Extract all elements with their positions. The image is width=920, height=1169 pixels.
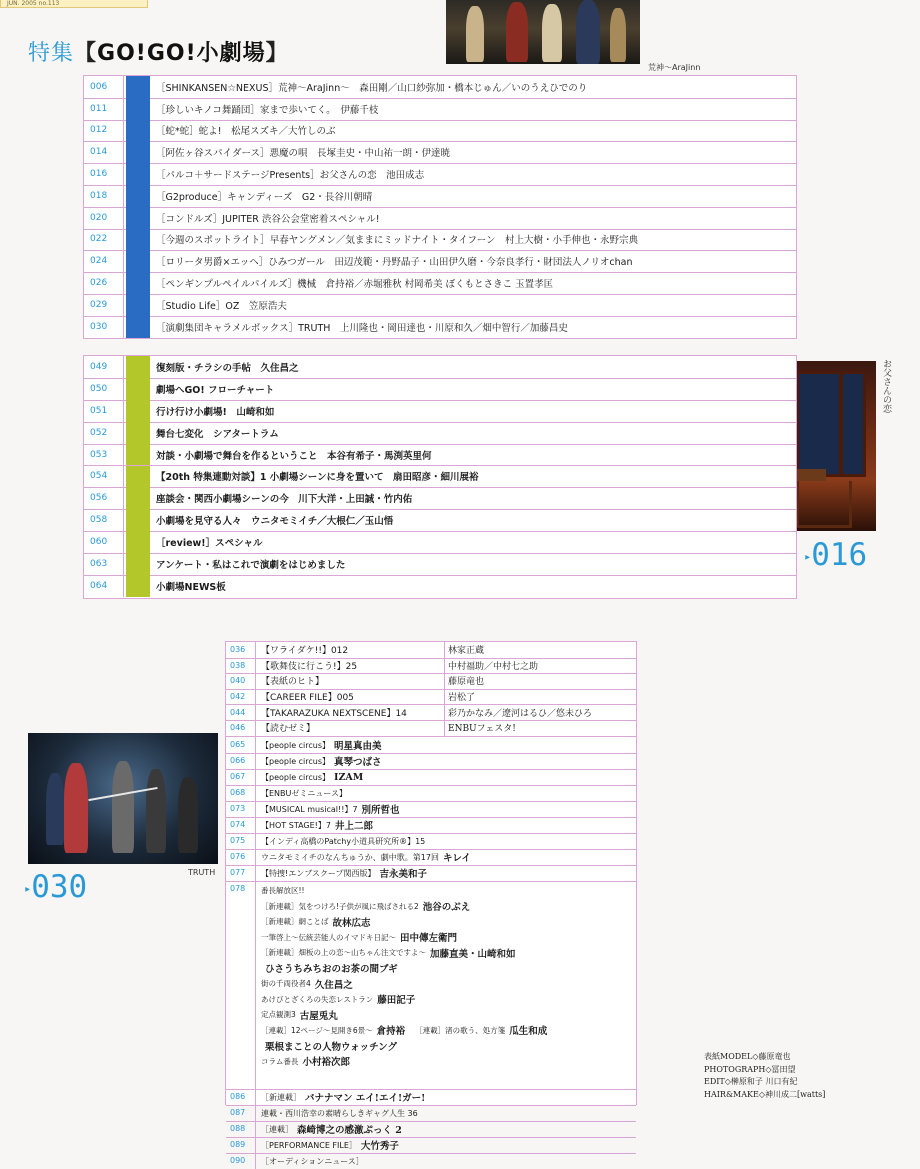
toc-person-name: 井上二郎 xyxy=(334,821,373,832)
toc-sub-item[interactable] xyxy=(261,976,632,992)
toc-series-label: ［新連載］畑板の上の恋〜山ちゃん注文ですよ〜 xyxy=(261,948,426,958)
toc-series-label: 【TAKARAZUKA NEXTSCENE】14 xyxy=(261,708,407,719)
toc-row[interactable] xyxy=(226,849,636,866)
toc-series-label: ［オーディションニュース］ xyxy=(261,1156,364,1166)
toc-sub-item[interactable] xyxy=(261,914,632,930)
toc-person-name: 久住昌之 xyxy=(314,979,353,991)
toc-person-name: 池谷のぶえ xyxy=(422,902,471,914)
toc-sub-item[interactable] xyxy=(261,1023,632,1039)
page-number: 014 xyxy=(84,141,124,163)
page-number: 086 xyxy=(226,1089,256,1105)
page-number: 050 xyxy=(84,378,124,400)
toc-row[interactable] xyxy=(84,487,796,510)
credit-line: PHOTOGRAPH◇冨田望 xyxy=(704,1064,796,1074)
toc-regulars xyxy=(225,736,637,1166)
page-number: 056 xyxy=(84,487,124,509)
toc-person-name: 古屋兎丸 xyxy=(299,1010,338,1022)
page-number: 006 xyxy=(84,76,124,98)
toc-series-label: 【歌舞伎に行こう!】25 xyxy=(261,661,358,672)
page-number: 073 xyxy=(226,801,256,817)
toc-series-label: 【people circus】 xyxy=(261,772,331,782)
toc-series-label: ［新連載］ xyxy=(261,1092,301,1102)
toc-row[interactable] xyxy=(226,817,636,834)
toc-entry-text xyxy=(261,737,632,753)
bracket-open: 【 xyxy=(74,41,98,66)
color-bar xyxy=(126,466,150,488)
toc-entry-text: 小劇場を見守る人々 ウニタモミイチ／大根仁／玉山悟 xyxy=(156,516,394,528)
page-number: 067 xyxy=(226,769,256,785)
page-number: 052 xyxy=(84,422,124,444)
page-ref-016 xyxy=(804,537,867,573)
toc-row[interactable] xyxy=(84,356,796,379)
toc-series-label: 【HOT STAGE!】7 xyxy=(261,820,331,830)
toc-row[interactable] xyxy=(226,801,636,818)
toc-person-name: 田中傳左衛門 xyxy=(400,933,458,945)
toc-row[interactable] xyxy=(84,294,796,317)
toc-person-name: 別所哲也 xyxy=(361,805,400,816)
toc-row[interactable] xyxy=(84,163,796,186)
toc-feature-articles xyxy=(83,355,797,599)
toc-entry-text xyxy=(261,801,632,817)
color-bar xyxy=(126,98,150,120)
color-bar xyxy=(126,531,150,553)
toc-entry-text xyxy=(261,769,632,785)
toc-row[interactable] xyxy=(84,444,796,467)
color-bar xyxy=(126,272,150,294)
page-number: 051 xyxy=(84,400,124,422)
toc-series-label: 一筆啓上〜伝統芸能人のイマドキ日記〜 xyxy=(261,932,396,942)
toc-series-label: 定点観測3 xyxy=(261,1010,296,1020)
caption-arajinn: 荒神〜AraJinn xyxy=(648,63,701,72)
toc-row[interactable] xyxy=(84,316,796,338)
toc-entry-text xyxy=(261,1089,632,1105)
toc-person-name: ひさうちみちおのお茶の間ブギ xyxy=(265,964,398,976)
page-number: 054 xyxy=(84,466,124,488)
toc-regulars-top xyxy=(225,641,637,737)
toc-row[interactable] xyxy=(84,509,796,532)
toc-row[interactable] xyxy=(84,185,796,208)
toc-sub-item[interactable] xyxy=(261,945,632,961)
color-bar xyxy=(126,294,150,316)
toc-series-label: ［連載］12ページ〜見開き6景〜 xyxy=(261,1025,373,1035)
feature-title-main: GO!GO!小劇場 xyxy=(97,41,266,66)
toc-person-name: 故林広志 xyxy=(332,917,371,929)
credit-line: 表紙MODEL◇藤原竜也 xyxy=(704,1052,791,1061)
page-number: 088 xyxy=(226,1121,256,1137)
toc-entry-text xyxy=(261,1153,632,1169)
toc-row[interactable] xyxy=(226,642,636,659)
toc-row[interactable] xyxy=(84,575,796,597)
page-number: 040 xyxy=(226,673,256,689)
toc-person-name: 中村福助／中村七之助 xyxy=(448,661,539,672)
feature-title xyxy=(28,36,289,67)
toc-person-name: 林家正蔵 xyxy=(448,646,485,657)
credits xyxy=(704,1051,825,1101)
page-number: 046 xyxy=(226,720,256,736)
toc-row[interactable] xyxy=(84,120,796,143)
color-bar xyxy=(126,422,150,444)
toc-series-label: 【表紙のヒト】 xyxy=(261,677,325,688)
issue-tab: JUN. 2005 no.113 xyxy=(0,0,148,8)
toc-row[interactable] xyxy=(226,753,636,770)
toc-sub-item[interactable] xyxy=(261,992,632,1008)
page-number: 068 xyxy=(226,785,256,801)
toc-person-name: 瓜生和成 xyxy=(509,1026,548,1038)
page-number: 044 xyxy=(226,704,256,720)
toc-entry-text: 復刻版・チラシの手帖 久住昌之 xyxy=(156,362,299,374)
toc-row[interactable] xyxy=(226,658,636,675)
toc-row[interactable] xyxy=(226,704,636,721)
toc-entry-text xyxy=(261,1137,632,1153)
page-number: 090 xyxy=(226,1153,256,1169)
toc-row[interactable] xyxy=(84,553,796,576)
toc-row[interactable] xyxy=(226,689,636,706)
page-number: 018 xyxy=(84,185,124,207)
color-bar xyxy=(126,163,150,185)
page-number: 038 xyxy=(226,658,256,674)
page-number: 078 xyxy=(226,881,256,1089)
toc-row[interactable] xyxy=(84,531,796,554)
toc-person-name: 森崎博之の感激ぷっく 2 xyxy=(297,1125,402,1136)
toc-row[interactable] xyxy=(226,1137,636,1154)
toc-person-name: IZAM xyxy=(334,771,364,783)
toc-entry-text: ［珍しいキノコ舞踊団］家まで歩いてく。 伊藤千枝 xyxy=(156,104,379,116)
toc-feature-plays xyxy=(83,75,797,339)
toc-person-name: 彩乃かなみ／遼河はるひ／悠未ひろ xyxy=(448,708,593,719)
toc-series-label: ［PERFORMANCE FILE］ xyxy=(261,1140,357,1150)
toc-entry-text: ［演劇集団キャラメルボックス］TRUTH 上川隆也・岡田達也・川原和久／畑中智行／加藤昌史 xyxy=(156,322,568,334)
page-number: 016 xyxy=(84,163,124,185)
arrow-icon: ▸ xyxy=(24,881,32,896)
toc-row[interactable] xyxy=(226,1121,636,1138)
toc-series-label: コラム番長 xyxy=(261,1056,299,1066)
toc-entry-text: 行け行け小劇場! 山崎和如 xyxy=(156,406,275,418)
color-bar xyxy=(126,400,150,422)
page-number: 026 xyxy=(84,272,124,294)
page-number: 077 xyxy=(226,865,256,881)
toc-entry-text: ［Studio Life］OZ 笠原浩夫 xyxy=(156,300,287,312)
toc-sub-item[interactable] xyxy=(261,961,632,977)
color-bar xyxy=(126,141,150,163)
toc-entry-text: ［コンドルズ］JUPITER 渋谷公会堂密着スペシャル! xyxy=(156,213,380,225)
toc-row[interactable] xyxy=(84,378,796,401)
toc-row[interactable] xyxy=(84,229,796,252)
toc-row[interactable] xyxy=(226,881,636,1090)
toc-row[interactable] xyxy=(84,98,796,121)
toc-series-label: 【インディ高橋のPatchy小道具研究所®】15 xyxy=(261,836,426,846)
toc-person-name: 倉持裕 xyxy=(376,1026,406,1038)
page-number: 074 xyxy=(226,817,256,833)
toc-entry-text xyxy=(261,1105,632,1121)
color-bar xyxy=(126,185,150,207)
toc-entry-text xyxy=(261,865,632,881)
toc-sub-list xyxy=(261,883,632,1069)
toc-row[interactable] xyxy=(84,272,796,295)
color-bar xyxy=(126,378,150,400)
color-bar xyxy=(126,120,150,142)
toc-entry-text: ［SHINKANSEN☆NEXUS］荒神〜AraJinn〜 森田剛／山口紗弥加・橋本じゅん／いのうえひでのり xyxy=(156,82,588,94)
toc-entry-text: 【20th 特集連動対談】1 小劇場シーンに身を置いて 扇田昭彦・細川展裕 xyxy=(156,472,479,484)
toc-row[interactable] xyxy=(226,1089,636,1106)
toc-row[interactable] xyxy=(226,673,636,690)
toc-row[interactable] xyxy=(226,865,636,882)
toc-sub-item[interactable] xyxy=(261,883,632,899)
toc-person-name: 藤田記子 xyxy=(377,995,416,1007)
toc-entry-text xyxy=(261,1121,632,1137)
toc-person-name: 藤原竜也 xyxy=(448,677,485,688)
page-number: 060 xyxy=(84,531,124,553)
toc-entry-text: 小劇場NEWS板 xyxy=(156,581,226,593)
toc-person-name: 栗根まことの人物ウォッチング xyxy=(265,1041,397,1053)
toc-sub-item[interactable] xyxy=(261,1054,632,1070)
page-ref-number: 030 xyxy=(31,869,88,905)
color-bar xyxy=(126,487,150,509)
page-number: 012 xyxy=(84,120,124,142)
toc-series-label: あけびとざくろの失恋レストラン xyxy=(261,994,374,1004)
toc-sub-item[interactable] xyxy=(261,1038,632,1054)
page-number: 053 xyxy=(84,444,124,466)
toc-row[interactable] xyxy=(84,76,796,99)
toc-entry-text xyxy=(261,785,632,801)
toc-row[interactable] xyxy=(226,737,636,754)
page-number: 065 xyxy=(226,737,256,753)
toc-series-label: 番長解放区!! xyxy=(261,886,305,896)
toc-row[interactable] xyxy=(226,720,636,736)
toc-entry-text xyxy=(261,753,632,769)
toc-entry-text: ［パルコ＋サードステージPresents］お父さんの恋 池田成志 xyxy=(156,170,425,182)
page-number: 063 xyxy=(84,553,124,575)
toc-entry-text: 対談・小劇場で舞台を作るということ 本谷有希子・馬渕英里何 xyxy=(156,450,432,462)
toc-entry-text: ［阿佐ヶ谷スパイダース］悪魔の唄 長塚圭史・中山祐一朗・伊達暁 xyxy=(156,148,451,160)
color-bar xyxy=(126,575,150,597)
toc-series-label: 【ワライダケ!!】012 xyxy=(261,646,349,657)
page-number: 075 xyxy=(226,833,256,849)
toc-entry-text: ［蛇*蛇］蛇よ! 松尾スズキ／大竹しのぶ xyxy=(156,126,336,138)
toc-entry-text: ［ペンギンプルペイルパイルズ］機械 倉持裕／赤堀雅秋 村岡希美 ぼくもとさきこ 玉置孝匡 xyxy=(156,279,554,291)
toc-row[interactable] xyxy=(226,785,636,802)
toc-series-label: 【特捜!エンブスクープ関西版】 xyxy=(261,868,376,878)
page-number: 087 xyxy=(226,1105,256,1121)
color-bar xyxy=(126,444,150,466)
page-number: 024 xyxy=(84,250,124,272)
toc-series-label: 【MUSICAL musical!!】7 xyxy=(261,804,358,814)
toc-entry-text: 座談会・関西小劇場シーンの今 川下大洋・上田誠・竹内佑 xyxy=(156,494,413,506)
toc-row[interactable] xyxy=(84,207,796,230)
color-bar xyxy=(126,207,150,229)
arrow-icon: ▸ xyxy=(804,549,812,564)
toc-entry-text: ［ロリータ男爵×エッヘ］ひみつガール 田辺茂範・丹野晶子・山田伊久磨・今奈良孝行・財団法人ノリオchan xyxy=(156,257,633,269)
toc-person-name: バナナマン エイ!エイ!ガー! xyxy=(305,1093,426,1104)
page-number: 066 xyxy=(226,753,256,769)
toc-row[interactable] xyxy=(84,466,796,489)
toc-person-name: 小村裕次郎 xyxy=(302,1057,350,1069)
page-number: 089 xyxy=(226,1137,256,1153)
toc-sub-item[interactable] xyxy=(261,930,632,946)
color-bar xyxy=(126,250,150,272)
color-bar xyxy=(126,509,150,531)
toc-row[interactable] xyxy=(84,250,796,273)
toc-entry-text xyxy=(261,833,632,849)
page-number: 042 xyxy=(226,689,256,705)
toc-row[interactable] xyxy=(84,400,796,423)
toc-series-label: ［連載］ xyxy=(261,1124,293,1134)
page-number: 011 xyxy=(84,98,124,120)
toc-person-name: 明星真由美 xyxy=(334,741,382,752)
photo-arajinn xyxy=(446,0,640,64)
toc-series-label: ［連載］渚の歌う、処方箋 xyxy=(415,1025,506,1035)
toc-person-name: 吉永美和子 xyxy=(379,869,428,880)
toc-person-name: ENBUフェスタ! xyxy=(448,724,516,735)
toc-series-label: 連載・西川浩幸の素晴らしきギャグ人生 36 xyxy=(261,1108,418,1118)
toc-person-name: 加藤直美・山崎和如 xyxy=(430,948,516,960)
toc-series-label: 【CAREER FILE】005 xyxy=(261,693,354,704)
page-number: 049 xyxy=(84,356,124,378)
toc-series-label: ［新連載］気をつけろ!子供が風に飛ばされる2 xyxy=(261,901,419,911)
photo-truth xyxy=(28,733,218,864)
feature-title-prefix: 特集 xyxy=(28,41,75,66)
color-bar xyxy=(126,229,150,251)
toc-row[interactable] xyxy=(226,769,636,786)
toc-series-label: 【people circus】 xyxy=(261,740,331,750)
toc-series-label: ウニタモミイチのなんちゅうか、劇中歌。第17回 xyxy=(261,852,439,862)
toc-series-label: ［新連載］網ことば xyxy=(261,917,329,927)
toc-row[interactable] xyxy=(226,833,636,850)
page-number: 030 xyxy=(84,316,124,338)
page-number: 022 xyxy=(84,229,124,251)
toc-row[interactable] xyxy=(84,141,796,164)
toc-person-name: 大竹秀子 xyxy=(360,1141,399,1152)
toc-person-name: 真琴つばさ xyxy=(334,757,382,768)
page-number: 064 xyxy=(84,575,124,597)
toc-entry-text xyxy=(261,849,632,865)
toc-series-label: 【people circus】 xyxy=(261,756,331,766)
toc-sub-item[interactable] xyxy=(261,899,632,915)
toc-entry-text: ［review!］スペシャル xyxy=(156,538,263,550)
page-ref-number: 016 xyxy=(811,537,868,573)
page-number: 020 xyxy=(84,207,124,229)
caption-otousan: お父さんの恋 xyxy=(881,359,891,413)
toc-entry-text: 劇場へGO! フローチャート xyxy=(156,384,275,396)
page-ref-030 xyxy=(24,869,87,905)
toc-entry-text: ［今週のスポットライト］早春ヤングメン／気ままにミッドナイト・タイフーン 村上大樹・小手伸也・永野宗典 xyxy=(156,235,639,247)
page-number: 076 xyxy=(226,849,256,865)
page-number: 058 xyxy=(84,509,124,531)
color-bar xyxy=(126,553,150,575)
credit-line: EDIT◇榊原和子 川口有紀 xyxy=(704,1077,798,1086)
caption-truth: TRUTH xyxy=(188,868,216,877)
toc-row[interactable] xyxy=(226,1153,636,1169)
toc-sub-item[interactable] xyxy=(261,1007,632,1023)
toc-row[interactable] xyxy=(84,422,796,445)
toc-series-label: 【読むゼミ】 xyxy=(261,724,316,735)
toc-entry-text: アンケート・私はこれで演劇をはじめました xyxy=(156,560,346,572)
toc-entry-text: ［G2produce］キャンディーズ G2・長谷川朝晴 xyxy=(156,191,373,203)
toc-series-label: 【ENBUゼミニュース】 xyxy=(261,788,347,798)
toc-person-name: 岩松了 xyxy=(448,693,476,704)
bracket-close: 】 xyxy=(265,41,289,66)
toc-row[interactable] xyxy=(226,1105,636,1122)
color-bar xyxy=(126,76,150,98)
toc-entry-text xyxy=(261,817,632,833)
page-number: 036 xyxy=(226,642,256,658)
page-number: 029 xyxy=(84,294,124,316)
credit-line: HAIR&MAKE◇神川成二[watts] xyxy=(704,1089,826,1099)
color-bar xyxy=(126,356,150,378)
toc-series-label: 街の千両役者4 xyxy=(261,979,311,989)
toc-entry-text: 舞台七変化 シアタートラム xyxy=(156,428,279,440)
color-bar xyxy=(126,316,150,338)
toc-person-name: キレイ xyxy=(442,853,471,864)
